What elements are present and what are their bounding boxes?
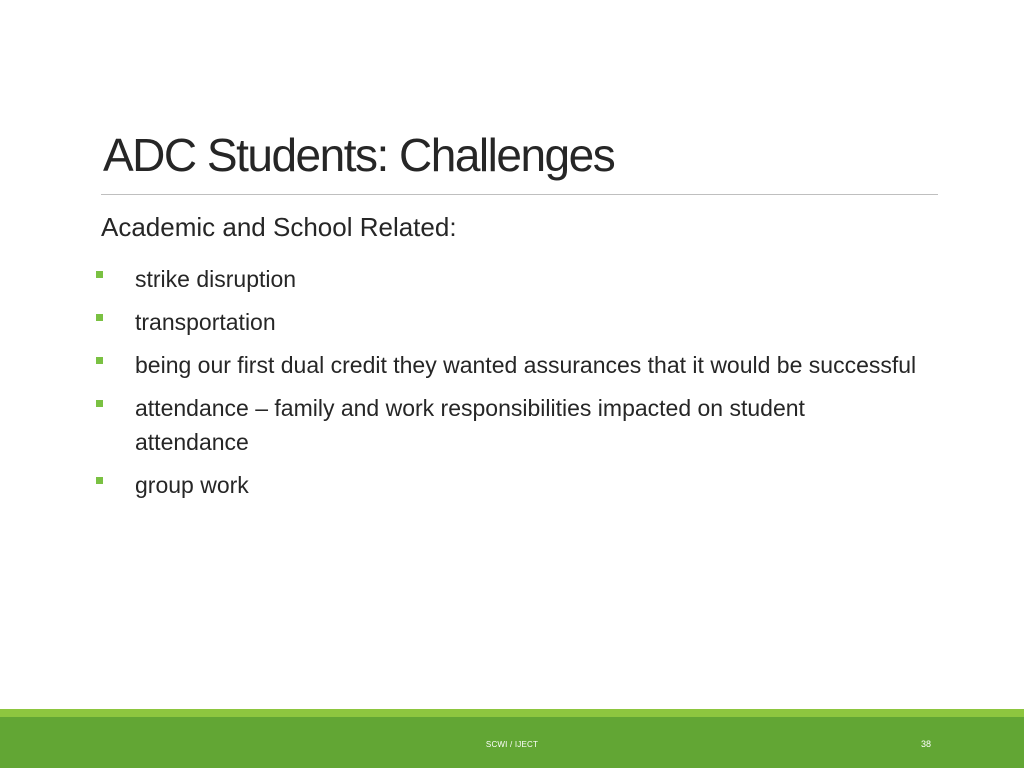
title-divider (101, 194, 938, 195)
bullet-text: being our first dual credit they wanted assurances that it would be successful (135, 352, 917, 378)
footer-label: SCWI / IJECT (485, 740, 539, 749)
list-item (94, 262, 924, 296)
square-bullet-icon (96, 400, 103, 407)
list-item (94, 305, 924, 339)
section-subheading: Academic and School Related: (101, 212, 457, 242)
list-item (94, 391, 924, 459)
list-item (94, 348, 924, 382)
bullet-text: group work (135, 472, 249, 498)
square-bullet-icon (96, 271, 103, 278)
square-bullet-icon (96, 477, 103, 484)
footer-accent-stripe (0, 709, 1024, 717)
page-number: 38 (920, 739, 931, 749)
list-item (94, 468, 924, 502)
square-bullet-icon (96, 357, 103, 364)
square-bullet-icon (96, 314, 103, 321)
bullet-text: attendance – family and work responsibilities impacted on student attendance (135, 395, 805, 455)
bullet-text: strike disruption (135, 266, 297, 292)
bullet-text: transportation (135, 309, 276, 335)
slide-title: ADC Students: Challenges (103, 129, 615, 181)
bullet-list (94, 262, 924, 511)
